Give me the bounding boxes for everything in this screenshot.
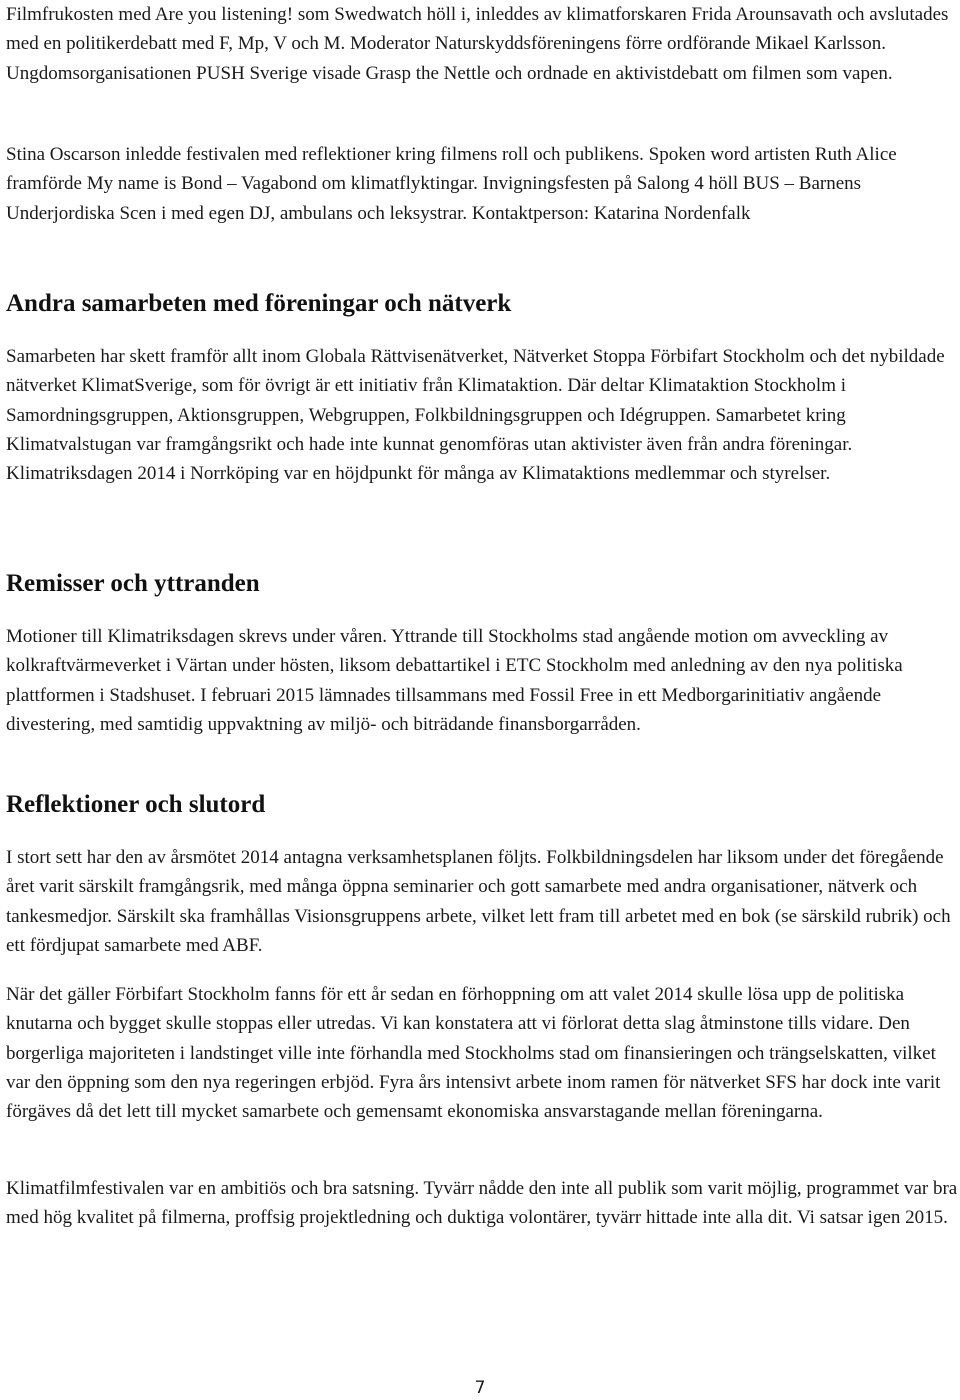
heading-remisser: Remisser och yttranden <box>6 570 260 597</box>
paragraph-remisser: Motioner till Klimatriksdagen skrevs under våren. Yttrande till Stockholms stad angående motion om avveckling av kolkraftvärmeverket i Värtan under hösten, liksom debattartikel i ETC Stockholm med anledning av den nya politiska plattformen i Stadshuset. I februari 2015 lämnades tillsammans med Fossil Free in ett Medborgarinitiativ angående divestering, med samtidig uppvaktning av miljö- och biträdande finansborgarråden. <box>6 626 903 735</box>
paragraph-reflektioner-2: När det gäller Förbifart Stockholm fanns för ett år sedan en förhoppning om att valet 2014 skulle lösa upp de politiska knutarna och bygget skulle stoppas eller utredas. Vi kan konstatera att vi förlorat detta slag åtminstone tills vidare. Den borgerliga majoriteten i landstinget ville inte förhandla med Stockholms stad om finansieringen och trängselskatten, vilket var den öppning som den nya regeringen erbjöd. Fyra års intensivt arbete inom ramen för nätverket SFS har dock inte varit förgäves då det lett till mycket samarbete och gemensamt ekonomiska ansvarstagande mellan föreningarna. <box>6 984 941 1123</box>
paragraph-festival-opening: Stina Oscarson inledde festivalen med reflektioner kring filmens roll och publikens. Spoken word artisten Ruth Alice framförde My name is Bond – Vagabond om klimatflyktingar. Invigningsfesten på Salong 4 höll BUS – Barnens Underjordiska Scen i med egen DJ, ambulans och leksystrar. Kontaktperson: Katarina Nordenfalk <box>6 144 897 224</box>
paragraph-festival-intro: Filmfrukosten med Are you listening! som Swedwatch höll i, inleddes av klimatforskaren Frida Arounsavath och avslutades med en politikerdebatt med F, Mp, V och M. Moderator Naturskyddsföreningens förre ordförande Mikael Karlsson. Ungdomsorganisationen PUSH Sverige visade Grasp the Nettle och ordnade en aktivistdebatt om filmen som vapen. <box>6 4 949 84</box>
page-number: 7 <box>474 1378 486 1398</box>
heading-andra-samarbeten: Andra samarbeten med föreningar och nätverk <box>6 290 512 317</box>
paragraph-samarbeten: Samarbeten har skett framför allt inom Globala Rättvisenätverket, Nätverket Stoppa Förbifart Stockholm och det nybildade nätverket KlimatSverige, som för övrigt är ett initiativ från Klimataktion. Där deltar Klimataktion Stockholm i Samordningsgruppen, Aktionsgruppen, Webgruppen, Folkbildningsgruppen och Idégruppen. Samarbetet kring Klimatvalstugan var framgångsrikt och hade inte kunnat genomföras utan aktivister även från andra föreningar. Klimatriksdagen 2014 i Norrköping var en höjdpunkt för många av Klimataktions medlemmar och styrelser. <box>6 346 945 485</box>
heading-reflektioner: Reflektioner och slutord <box>6 791 266 818</box>
paragraph-reflektioner-1: I stort sett har den av årsmötet 2014 antagna verksamhetsplanen följts. Folkbildningsdelen har liksom under det föregående året varit särskilt framgångsrik, med många öppna seminarier och gott samarbete med andra organisationer, nätverk och tankesmedjor. Särskilt ska framhållas Visionsgruppens arbete, vilket lett fram till arbetet med en bok (se särskild rubrik) och ett fördjupat samarbete med ABF. <box>6 847 951 956</box>
paragraph-reflektioner-3: Klimatfilmfestivalen var en ambitiös och bra satsning. Tyvärr nådde den inte all publik som varit möjlig, programmet var bra med hög kvalitet på filmerna, proffsig projektledning och duktiga volontärer, tyvärr hittade inte alla dit. Vi satsar igen 2015. <box>6 1178 958 1229</box>
